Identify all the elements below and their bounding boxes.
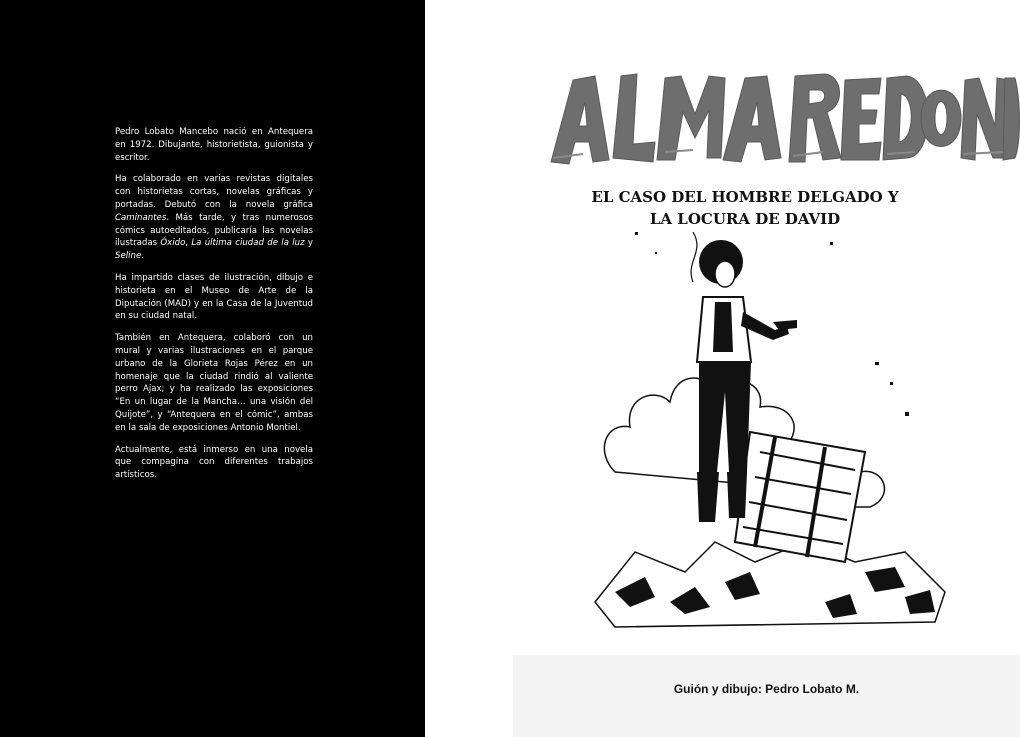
book-title-caminantes: Caminantes: [115, 212, 167, 223]
bio-text: . Más tarde, y tras numerosos cómics autoeditados, publicaría las novelas ilustradas: [115, 212, 313, 249]
book-title-seline: Seline: [115, 251, 142, 262]
bio-paragraph: [115, 173, 313, 263]
back-cover: [0, 0, 425, 737]
bio-paragraph: También en Antequera, colaboró con un mural y varias ilustraciones en el parque urbano de la Glorieta Rojas Pérez en un homenaje que la ciudad rindió al valiente perro Ajax; y ha realizado las exposiciones “En un lugar de la Mancha… una visión del Quijote”, y “Antequera en el cómic”, ambas en la sala de exposiciones Antonio Montiel.: [115, 333, 313, 433]
book-title-ultima-ciudad: La última ciudad de la luz: [191, 238, 305, 249]
author-bio: [115, 126, 313, 491]
series-logo: [543, 62, 1020, 182]
bio-text: Ha colaborado en varias revistas digitales con historietas cortas, novelas gráficas y portadas. Debutó con la novela gráfica: [115, 174, 313, 210]
book-title-oxido: Óxido: [160, 238, 186, 249]
bio-paragraph: Ha impartido clases de ilustración, dibujo e historieta en el Museo de Arte de la Diputación (MAD) y en la Casa de la Juventud en su ciudad natal.: [115, 272, 313, 322]
bio-text: .: [141, 251, 144, 262]
front-cover: [425, 0, 1020, 737]
bio-paragraph: Actualmente, está inmerso en una novela que compagina con diferentes trabajos artísticos.: [115, 444, 313, 481]
bio-paragraph: Pedro Lobato Mancebo nació en Antequera en 1972. Dibujante, historietista, guionista y escritor.: [115, 127, 313, 163]
bio-text: y: [304, 238, 313, 249]
cover-illustration: [575, 222, 955, 662]
credit-band: [513, 655, 1020, 737]
subtitle-line: LA LOCURA DE DAVID: [649, 210, 841, 228]
subtitle-line: EL CASO DEL HOMBRE DELGADO Y: [591, 188, 899, 206]
bio-text: ,: [185, 238, 192, 249]
author-credit: Guión y dibujo: Pedro Lobato M.: [673, 682, 860, 696]
